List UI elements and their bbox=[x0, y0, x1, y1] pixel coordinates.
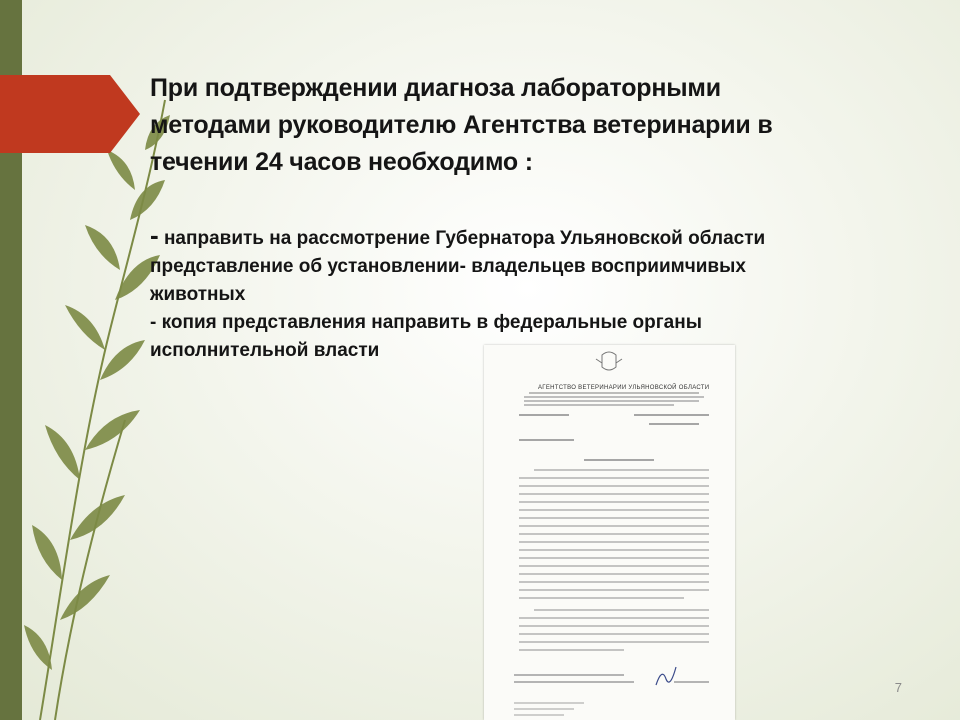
coat-of-arms-icon bbox=[596, 352, 622, 370]
bullet-item: - копия представления направить в федеральные органы bbox=[150, 312, 702, 333]
heading-line: течении 24 часов необходимо : bbox=[150, 148, 533, 176]
bullet-dash: - bbox=[150, 220, 159, 250]
bullet-text-line: представление об установлении- владельцев восприимчивых bbox=[150, 256, 746, 277]
heading-line: методами руководителю Агентства ветеринарии в bbox=[150, 111, 773, 139]
document-scan-graphic bbox=[484, 345, 735, 720]
red-arrow-marker bbox=[0, 75, 140, 153]
heading-line: При подтверждении диагноза лабораторными bbox=[150, 74, 721, 102]
page-number: 7 bbox=[894, 680, 902, 695]
slide-heading bbox=[150, 70, 870, 181]
bullet-list bbox=[150, 221, 870, 365]
bullet-text-line: исполнительной власти bbox=[150, 340, 380, 361]
bullet-text-line: животных bbox=[150, 284, 246, 305]
slide-content bbox=[150, 70, 870, 365]
signature-icon bbox=[656, 667, 676, 685]
bullet-text: направить на рассмотрение Губернатора Ульяновской области bbox=[163, 228, 766, 249]
document-header-title: АГЕНТСТВО ВЕТЕРИНАРИИ УЛЬЯНОВСКОЙ ОБЛАСТИ bbox=[538, 385, 710, 391]
bullet-item bbox=[150, 221, 870, 253]
scanned-document-image bbox=[484, 345, 735, 720]
